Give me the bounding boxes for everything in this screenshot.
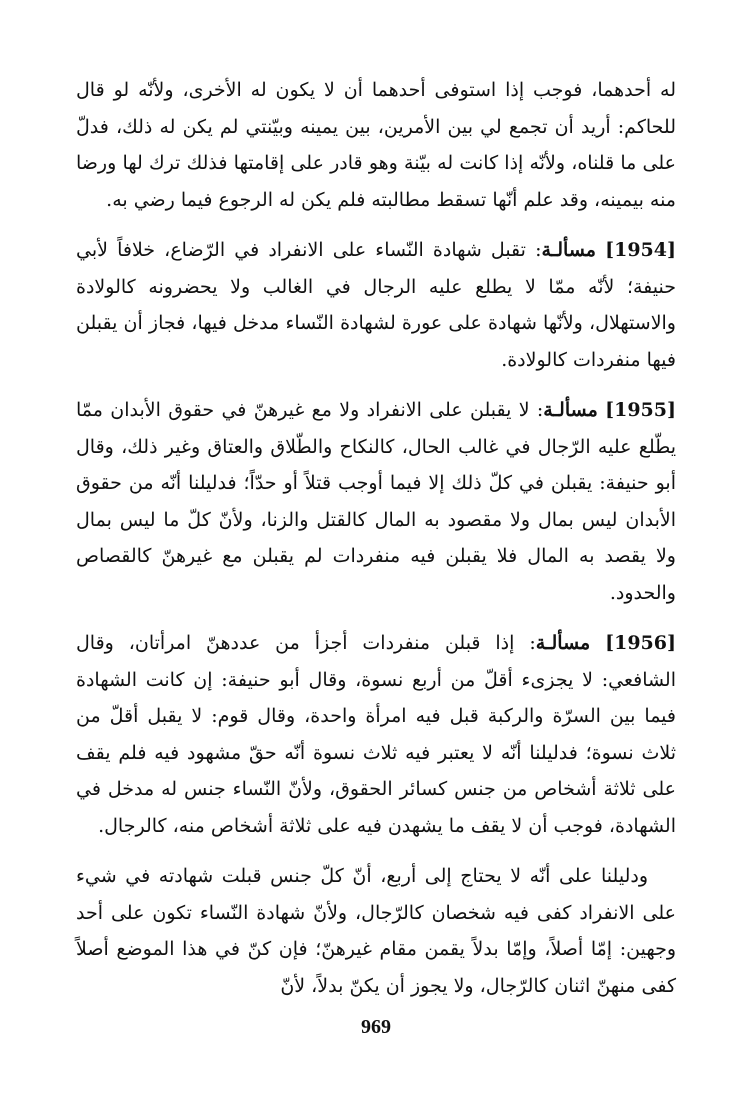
paragraph-evidence [76,858,676,1004]
issue-number: [1955] [605,399,676,421]
issue-text: : لا يقبلن على الانفراد ولا مع غيرهنّ في حقوق الأبدان ممّا يطّلع عليه الرّجال في غالب الحال، كالنكاح والطّلاق والعتاق وغير ذلك، وقال أبو حنيفة: يقبلن في كلّ ذلك إلا فيما أوجب قتلاً أو حدّاً؛ فدليلنا أنّه من حقوق الأبدان ليس بمال ولا مقصود به المال كالقتل والزنا، ولأنّ كلّ ما ليس بمال ولا يقصد به المال فلا يقبلن فيه منفردات لم يقبلن مع غيرهنّ كالقصاص والحدود. [76,399,676,604]
paragraph-continuation [76,72,676,218]
page-body [76,72,676,1004]
paragraph-text: ودليلنا على أنّه لا يحتاج إلى أربع، أنّ كلّ جنس قبلت شهادته في شيء على الانفراد كفى فيه شخصان كالرّجال، ولأنّ شهادة النّساء تكون على أحد وجهين: إمّا أصلاً، وإمّا بدلاً يقمن مقام غيرهنّ؛ فإن كنّ في هذا الموضع أصلاً كفى منهنّ اثنان كالرّجال، ولا يجوز أن يكنّ بدلاً، لأنّ [76,865,676,997]
issue-label: مسألـة [543,399,598,421]
paragraph-text: له أحدهما، فوجب إذا استوفى أحدهما أن لا يكون له الأخرى، ولأنّه لو قال للحاكم: أريد أن تجمع لي بين الأمرين، بين يمينه وبيّنتي لم يكن له ذلك، فدلّ على ما قلناه، ولأنّه إذا كانت له بيّنة وهو قادر على إقامتها فذلك ترك لها ورضا منه بيمينه، وقد علم أنّها تسقط مطالبته فلم يكن له الرجوع فيما رضي به. [76,79,676,211]
issue-number: [1954] [605,239,676,261]
issue-1954 [76,232,676,378]
issue-text: : تقبل شهادة النّساء على الانفراد في الرّضاع، خلافاً لأبي حنيفة؛ لأنّه ممّا لا يطلع عليه الرجال في الغالب ولا يحضرونه كالولادة والاستهلال، ولأنّها شهادة على عورة لشهادة النّساء مدخل فيها، فجاز أن يقبلن فيها منفردات كالولادة. [76,239,676,371]
issue-text: : إذا قبلن منفردات أجزأ من عددهنّ امرأتان، وقال الشافعي: لا يجزىء أقلّ من أربع نسوة، وقال أبو حنيفة: إن كانت الشهادة فيما بين السرّة والركبة قبل فيه امرأة واحدة، وقال قوم: لا يقبل أقلّ من ثلاث نسوة؛ فدليلنا أنّه لا يعتبر فيه ثلاث نسوة أنّه حقّ مشهود فيه فلم يقف على ثلاثة أشخاص من جنس كسائر الحقوق، ولأنّ النّساء جنس له مدخل في الشهادة، فوجب أن لا يقف ما يشهدن فيه على ثلاثة أشخاص منه، كالرجال. [76,632,676,837]
issue-label: مسألـة [541,239,596,261]
issue-label: مسألـة [535,632,591,654]
issue-number: [1956] [605,632,676,654]
page-number: 969 [361,1016,391,1038]
issue-1956 [76,625,676,844]
issue-1955 [76,392,676,611]
